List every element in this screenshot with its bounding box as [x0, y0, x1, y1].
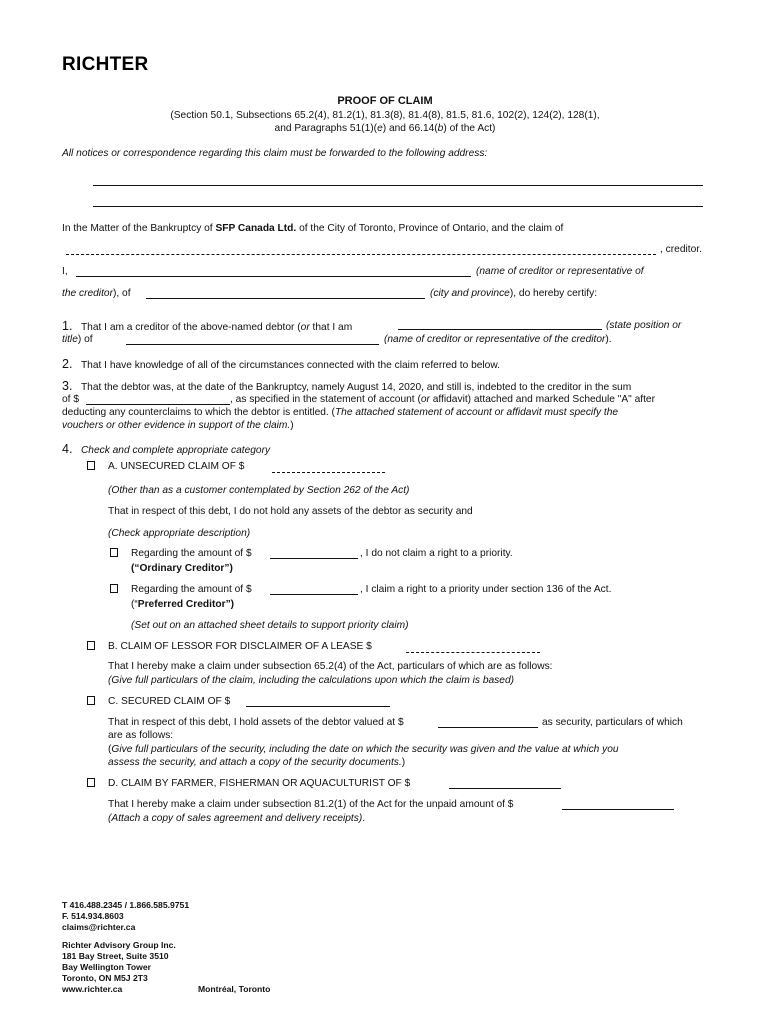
preferred-label: (“Preferred Creditor”) — [131, 599, 235, 610]
claim-c-text-c: are as follows: — [108, 730, 174, 741]
claim-c-assets-field[interactable] — [438, 727, 538, 728]
claim-a-label: A. UNSECURED CLAIM OF $ — [108, 461, 245, 472]
footer-street: 181 Bay Street, Suite 3510 — [62, 951, 169, 961]
footer-city: Toronto, ON M5J 2T3 — [62, 973, 148, 983]
preferred-amount-field[interactable] — [270, 594, 358, 595]
ordinary-amount-field[interactable] — [270, 558, 358, 559]
address-line-1[interactable] — [93, 185, 703, 186]
representative-name-field[interactable] — [76, 276, 471, 277]
claim-d-unpaid-field[interactable] — [562, 809, 674, 810]
claim-d-label: D. CLAIM BY FARMER, FISHERMAN OR AQUACULTURIST OF $ — [108, 778, 411, 789]
name-hint: (name of creditor or representative of — [476, 266, 644, 277]
claim-b-label: B. CLAIM OF LESSOR FOR DISCLAIMER OF A LEASE $ — [108, 641, 372, 652]
footer-contact — [62, 900, 189, 933]
checkbox-claim-c[interactable] — [87, 696, 95, 708]
claim-c-text-b: as security, particulars of which — [542, 717, 683, 728]
claim-sum-field[interactable] — [86, 404, 230, 405]
position-field[interactable] — [398, 329, 602, 330]
preferred-text-b: , I claim a right to a priority under section 136 of the Act. — [360, 584, 612, 595]
footer-phone: T 416.488.2345 / 1.866.585.9751 — [62, 900, 190, 910]
notice-text: All notices or correspondence regarding this claim must be forwarded to the following address: — [62, 148, 488, 159]
address-line-2[interactable] — [93, 206, 703, 207]
claim-b-note: (Give full particulars of the claim, including the calculations upon which the claim is based) — [108, 675, 514, 686]
checkbox-claim-b[interactable] — [87, 641, 95, 653]
position-hint: (state position or — [606, 320, 682, 331]
item-4: 4. Check and complete appropriate category — [62, 442, 271, 456]
item-1-line-2b: (name of creditor or representative of the creditor). — [384, 334, 612, 345]
claim-a-note: (Other than as a customer contemplated by Section 262 of the Act) — [108, 485, 410, 496]
footer-fax: F. 514.934.8603 — [62, 911, 124, 921]
certify-line-2b: (city and province), do hereby certify: — [430, 288, 598, 299]
claim-c-amount-field[interactable] — [246, 706, 390, 707]
claim-c-text-a: That in respect of this debt, I hold assets of the debtor valued at $ — [108, 717, 404, 728]
item-3-line-2b: , as specified in the statement of account (or affidavit) attached and marked Schedule "A" after — [230, 394, 655, 405]
footer-tower: Bay Wellington Tower — [62, 962, 151, 972]
preferred-text-a: Regarding the amount of $ — [131, 584, 252, 595]
claim-c-label: C. SECURED CLAIM OF $ — [108, 696, 231, 707]
creditor-suffix: , creditor. — [660, 244, 702, 255]
item-1: 1. That I am a creditor of the above-named debtor (or that I am — [62, 319, 353, 333]
city-province-field[interactable] — [146, 298, 425, 299]
matter-text: In the Matter of the Bankruptcy of SFP Canada Ltd. of the City of Toronto, Province of Ontario, and the claim of — [62, 223, 564, 234]
claim-b-amount-field[interactable] — [406, 652, 540, 653]
checkbox-ordinary[interactable] — [110, 548, 118, 560]
richter-logo: RICHTER — [62, 54, 149, 75]
checkbox-claim-d[interactable] — [87, 778, 95, 790]
ordinary-text-a: Regarding the amount of $ — [131, 548, 252, 559]
item-1-line-2a: title) of — [62, 334, 93, 345]
claim-d-amount-field[interactable] — [449, 788, 561, 789]
claim-b-text: That I hereby make a claim under subsection 65.2(4) of the Act, particulars of which are as follows: — [108, 661, 553, 672]
claim-a-amount-field[interactable] — [272, 472, 385, 473]
claim-a-text: That in respect of this debt, I do not hold any assets of the debtor as security and — [108, 506, 473, 517]
claim-c-note-1: (Give full particulars of the security, including the date on which the security was given and the value at which you — [108, 744, 619, 755]
creditor-of-field[interactable] — [126, 344, 379, 345]
item-2: 2. That I have knowledge of all of the circumstances connected with the claim referred to below. — [62, 357, 500, 371]
footer-address — [62, 940, 176, 995]
certify-i: I, — [62, 266, 68, 277]
page-title: PROOF OF CLAIM — [337, 95, 433, 107]
footer-company: Richter Advisory Group Inc. — [62, 940, 176, 950]
claim-d-text: That I hereby make a claim under subsection 81.2(1) of the Act for the unpaid amount of $ — [108, 799, 514, 810]
ordinary-text-b: , I do not claim a right to a priority. — [360, 548, 513, 559]
certify-line-2a: the creditor), of — [62, 288, 131, 299]
footer-email[interactable]: claims@richter.ca — [62, 922, 136, 932]
footer-offices: Montréal, Toronto — [198, 984, 271, 994]
item-3-line-4: vouchers or other evidence in support of the claim.) — [62, 420, 294, 431]
item-3-line-3: deducting any counterclaims to which the debtor is entitled. (The attached statement of account or affidavit must specify the — [62, 407, 619, 418]
checkbox-preferred[interactable] — [110, 584, 118, 596]
claim-c-note-2: assess the security, and attach a copy of the security documents.) — [108, 757, 406, 768]
claim-d-note: (Attach a copy of sales agreement and delivery receipts). — [108, 813, 366, 824]
footer-web[interactable]: www.richter.ca — [62, 984, 123, 994]
subtitle-line-1: (Section 50.1, Subsections 65.2(4), 81.2(1), 81.3(8), 81.4(8), 81.5, 81.6, 102(2), 124(2), 128(1), — [170, 110, 600, 121]
creditor-name-field[interactable] — [66, 254, 656, 255]
claim-a-check-desc: (Check appropriate description) — [108, 528, 251, 539]
ordinary-label: (“Ordinary Creditor”) — [131, 563, 233, 574]
subtitle-line-2: and Paragraphs 51(1)(e) and 66.14(b) of the Act) — [274, 123, 496, 134]
item-3-line-2a: of $ — [62, 394, 79, 405]
checkbox-claim-a[interactable] — [87, 461, 95, 473]
claim-a-sheet-note: (Set out on an attached sheet details to support priority claim) — [131, 620, 409, 631]
item-3-line-1: 3. That the debtor was, at the date of the Bankruptcy, namely August 14, 2020, and still is, indebted to the creditor in the sum — [62, 379, 632, 393]
